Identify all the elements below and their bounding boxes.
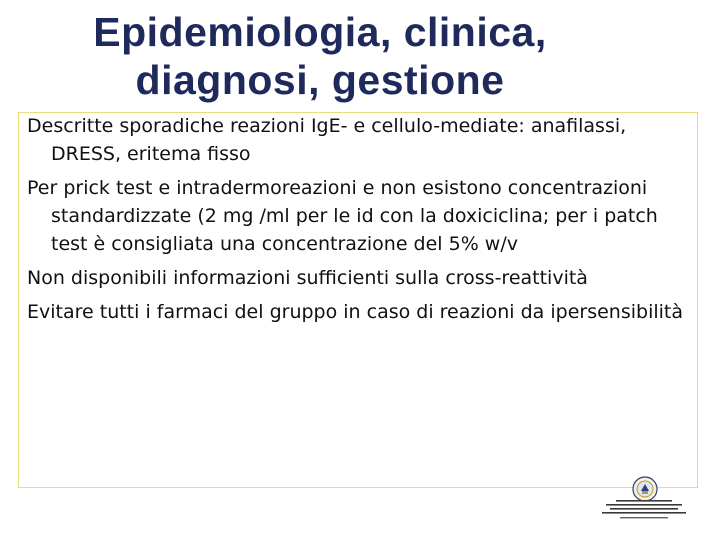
bullet-item: Descritte sporadiche reazioni IgE- e cellulo-mediate: anafilassi, DRESS, eritema fisso — [27, 115, 627, 165]
logo-text-lines — [598, 498, 690, 522]
bullet-item: Non disponibili informazioni sufficienti sulla cross-reattività — [27, 267, 588, 289]
bullet-list — [27, 112, 692, 332]
slide-title-line-1: Epidemiologia, clinica, — [93, 9, 547, 55]
bullet-item: Evitare tutti i farmaci del gruppo in caso di reazioni da ipersensibilità — [27, 301, 684, 323]
slide-title-line-2: diagnosi, gestione — [135, 57, 505, 103]
bullet-item: Per prick test e intradermoreazioni e non esistono concentrazioni standardizzate (2 mg /ml per le id con la doxiciclina; per i patch test è consigliata una concentrazione del 5% w/v — [27, 177, 658, 255]
institution-logo — [598, 476, 690, 524]
slide-title — [40, 8, 600, 104]
